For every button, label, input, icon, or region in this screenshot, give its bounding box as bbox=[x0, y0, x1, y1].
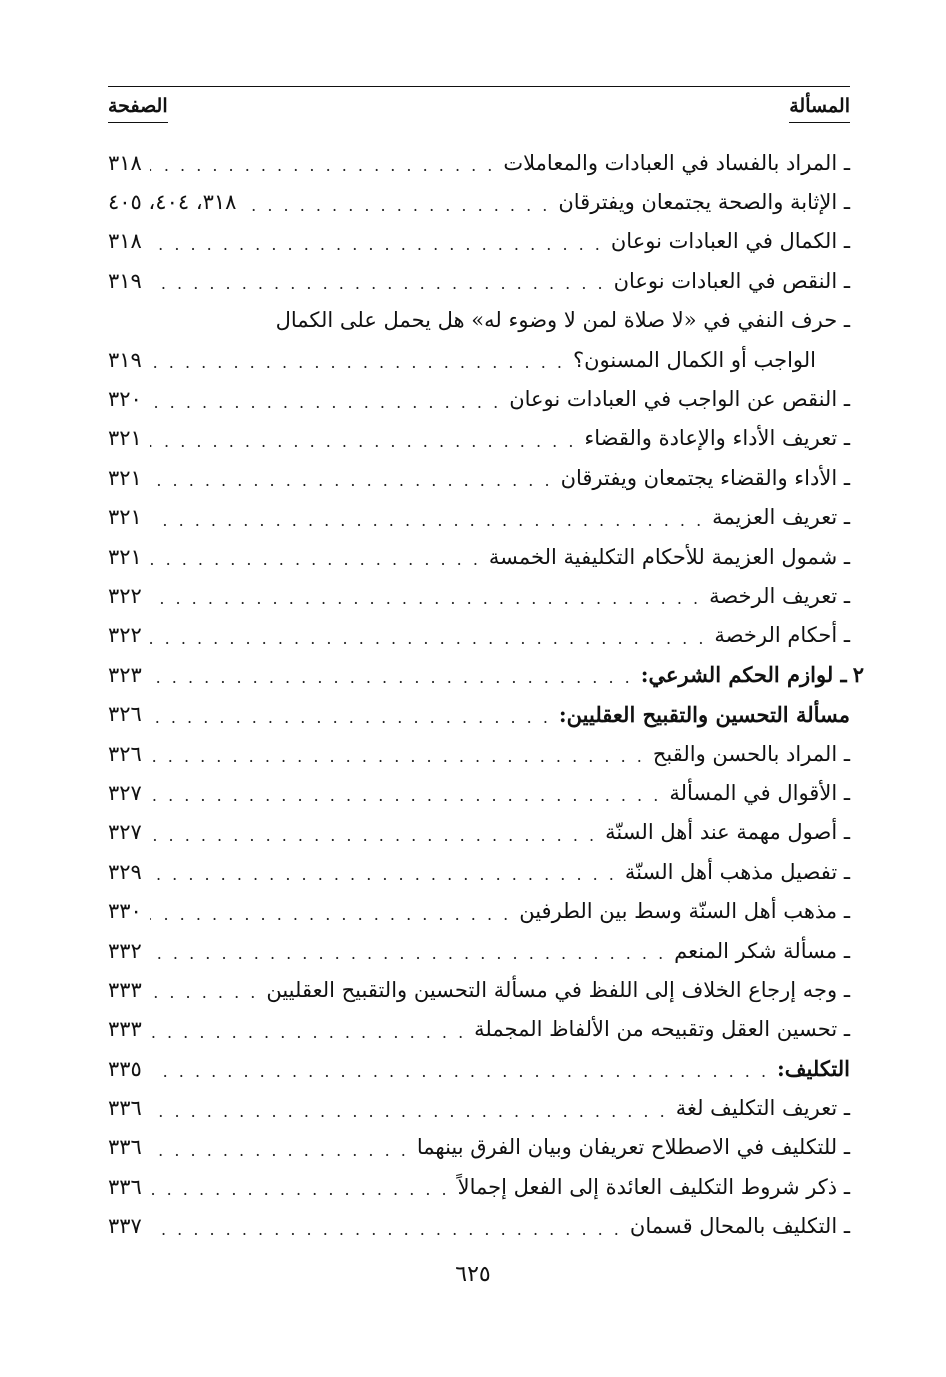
leader-dots bbox=[150, 1135, 409, 1160]
item-page: ٣٣٦ bbox=[108, 1135, 142, 1160]
item-title: ـ وجه إرجاع الخلاف إلى اللفظ في مسألة التحسين والتقبيح العقليين bbox=[266, 977, 850, 1002]
leader-dots bbox=[150, 426, 577, 451]
leader-dots bbox=[150, 229, 603, 254]
leader-dots bbox=[150, 1056, 769, 1081]
item-page: ٣١٩ bbox=[108, 347, 142, 372]
list-item bbox=[108, 1128, 850, 1167]
leader-dots bbox=[150, 1096, 668, 1121]
item-title: ـ لوازم الحكم الشرعي: bbox=[640, 662, 847, 688]
item-title: ـ التكليف بالمحال قسمان bbox=[629, 1214, 850, 1239]
item-page: ٣٢١ bbox=[108, 544, 142, 569]
item-page: ٣١٩ bbox=[108, 268, 142, 293]
list-item bbox=[108, 458, 850, 497]
item-title: ـ المراد بالحسن والقبح bbox=[652, 741, 850, 766]
leader-dots bbox=[150, 623, 707, 648]
item-page: ٣٢٣ bbox=[108, 662, 142, 687]
item-title: الواجب أو الكمال المسنون؟ bbox=[572, 347, 816, 372]
item-page: ٣٣٦ bbox=[108, 1174, 142, 1199]
item-title: ـ تحسين العقل وتقبيحه من الألفاظ المجملة bbox=[474, 1017, 850, 1042]
leader-dots bbox=[150, 1214, 622, 1239]
item-title: ـ ذكر شروط التكليف العائدة إلى الفعل إجمالاً bbox=[457, 1174, 850, 1199]
item-page: ٣٣٣ bbox=[108, 1017, 142, 1042]
page-number: ٦٢٥ bbox=[455, 1262, 491, 1287]
item-page: ٣٢٢ bbox=[108, 623, 142, 648]
leader-dots bbox=[150, 387, 501, 412]
item-page: ٣٣٧ bbox=[108, 1214, 142, 1239]
item-title: مسألة التحسين والتقبيح العقليين: bbox=[558, 701, 850, 727]
item-title: ـ النقص عن الواجب في العبادات نوعان bbox=[509, 387, 850, 412]
leader-dots bbox=[150, 150, 496, 175]
item-title: ـ الكمال في العبادات نوعان bbox=[610, 229, 850, 254]
question-column-label: المسألة bbox=[789, 95, 850, 123]
contents-list bbox=[108, 143, 864, 1246]
item-page: ٣١٨، ٤٠٤، ٤٠٥ bbox=[108, 190, 237, 215]
leader-dots bbox=[150, 268, 606, 293]
leader-dots bbox=[150, 505, 704, 530]
list-item bbox=[108, 970, 850, 1009]
item-title: ـ مذهب أهل السنّة وسط بين الطرفين bbox=[519, 899, 850, 924]
item-page: ٣٢١ bbox=[108, 465, 142, 490]
leader-dots bbox=[150, 544, 481, 569]
item-page: ٣٢٧ bbox=[108, 780, 142, 805]
list-item bbox=[108, 419, 850, 458]
item-title: ـ أحكام الرخصة bbox=[714, 623, 850, 648]
item-page: ٣١٨ bbox=[108, 150, 142, 175]
item-number: ٢ bbox=[852, 662, 864, 688]
item-page: ٣٢٦ bbox=[108, 702, 142, 727]
item-title: ـ مسألة شكر المنعم bbox=[674, 938, 850, 963]
item-page: ٣٢١ bbox=[108, 505, 142, 530]
leader-dots bbox=[150, 347, 565, 372]
table-header bbox=[108, 86, 850, 117]
item-title: ـ تعريف التكليف لغة bbox=[675, 1096, 850, 1121]
item-title: ـ شمول العزيمة للأحكام التكليفية الخمسة bbox=[488, 544, 850, 569]
list-item bbox=[108, 1207, 850, 1246]
list-item bbox=[108, 1010, 850, 1049]
item-page: ٣٣٢ bbox=[108, 938, 142, 963]
item-title: التكليف: bbox=[777, 1056, 850, 1082]
leader-dots bbox=[150, 1017, 466, 1042]
item-page: ٣٢١ bbox=[108, 426, 142, 451]
item-page: ٣٣٥ bbox=[108, 1056, 142, 1081]
list-item bbox=[108, 852, 850, 891]
list-item bbox=[108, 1088, 850, 1127]
leader-dots bbox=[150, 780, 661, 805]
item-title: ـ تعريف العزيمة bbox=[712, 505, 850, 530]
list-item bbox=[108, 813, 850, 852]
item-title: ـ تفصيل مذهب أهل السنّة bbox=[624, 859, 850, 884]
item-title: ـ الإثابة والصحة يجتمعان ويفترقان bbox=[558, 190, 850, 215]
list-item bbox=[108, 340, 850, 379]
item-title: ـ الأداء والقضاء يجتمعان ويفترقان bbox=[560, 465, 850, 490]
list-item bbox=[108, 301, 850, 340]
item-page: ٣٢٧ bbox=[108, 820, 142, 845]
item-page: ٣٣٦ bbox=[108, 1096, 142, 1121]
item-page: ٣١٨ bbox=[108, 229, 142, 254]
item-page: ٣٢٦ bbox=[108, 741, 142, 766]
list-item bbox=[108, 1049, 850, 1088]
list-item bbox=[108, 537, 850, 576]
list-item bbox=[108, 773, 850, 812]
item-title: ـ تعريف الأداء والإعادة والقضاء bbox=[584, 426, 850, 451]
item-page: ٣٢٠ bbox=[108, 387, 142, 412]
page-column-label: الصفحة bbox=[108, 95, 168, 123]
item-title: ـ أصول مهمة عند أهل السنّة bbox=[605, 820, 850, 845]
list-item bbox=[108, 222, 850, 261]
leader-dots bbox=[150, 977, 258, 1002]
list-item bbox=[108, 261, 850, 300]
item-page: ٣٣٣ bbox=[108, 977, 142, 1002]
list-item bbox=[108, 498, 850, 537]
list-item bbox=[108, 694, 850, 733]
item-title: ـ الأقوال في المسألة bbox=[669, 780, 850, 805]
item-page: ٣٣٠ bbox=[108, 899, 142, 924]
leader-dots bbox=[244, 190, 550, 215]
leader-dots bbox=[150, 465, 553, 490]
leader-dots bbox=[150, 859, 617, 884]
list-item bbox=[108, 182, 850, 221]
list-item bbox=[108, 616, 850, 655]
leader-dots bbox=[150, 899, 511, 924]
item-page: ٣٢٢ bbox=[108, 583, 142, 608]
list-item bbox=[108, 734, 850, 773]
item-title: ـ النقص في العبادات نوعان bbox=[613, 268, 850, 293]
list-item bbox=[108, 379, 850, 418]
item-title: ـ تعريف الرخصة bbox=[709, 583, 850, 608]
list-item bbox=[108, 143, 850, 182]
item-title: ـ للتكليف في الاصطلاح تعريفان وبيان الفرق بينهما bbox=[416, 1135, 850, 1160]
leader-dots bbox=[150, 938, 666, 963]
leader-dots bbox=[150, 662, 633, 687]
leader-dots bbox=[150, 741, 645, 766]
leader-dots bbox=[150, 583, 701, 608]
leader-dots bbox=[150, 1174, 450, 1199]
item-title: ـ حرف النفي في «لا صلاة لمن لا وضوء له» هل يحمل على الكمال bbox=[275, 308, 850, 333]
leader-dots bbox=[150, 702, 551, 727]
list-item bbox=[108, 931, 850, 970]
leader-dots bbox=[150, 820, 597, 845]
list-item bbox=[108, 891, 850, 930]
list-item bbox=[108, 1167, 850, 1206]
list-item bbox=[108, 576, 850, 615]
list-item bbox=[108, 655, 864, 694]
item-title: ـ المراد بالفساد في العبادات والمعاملات bbox=[503, 150, 850, 175]
item-page: ٣٢٩ bbox=[108, 859, 142, 884]
